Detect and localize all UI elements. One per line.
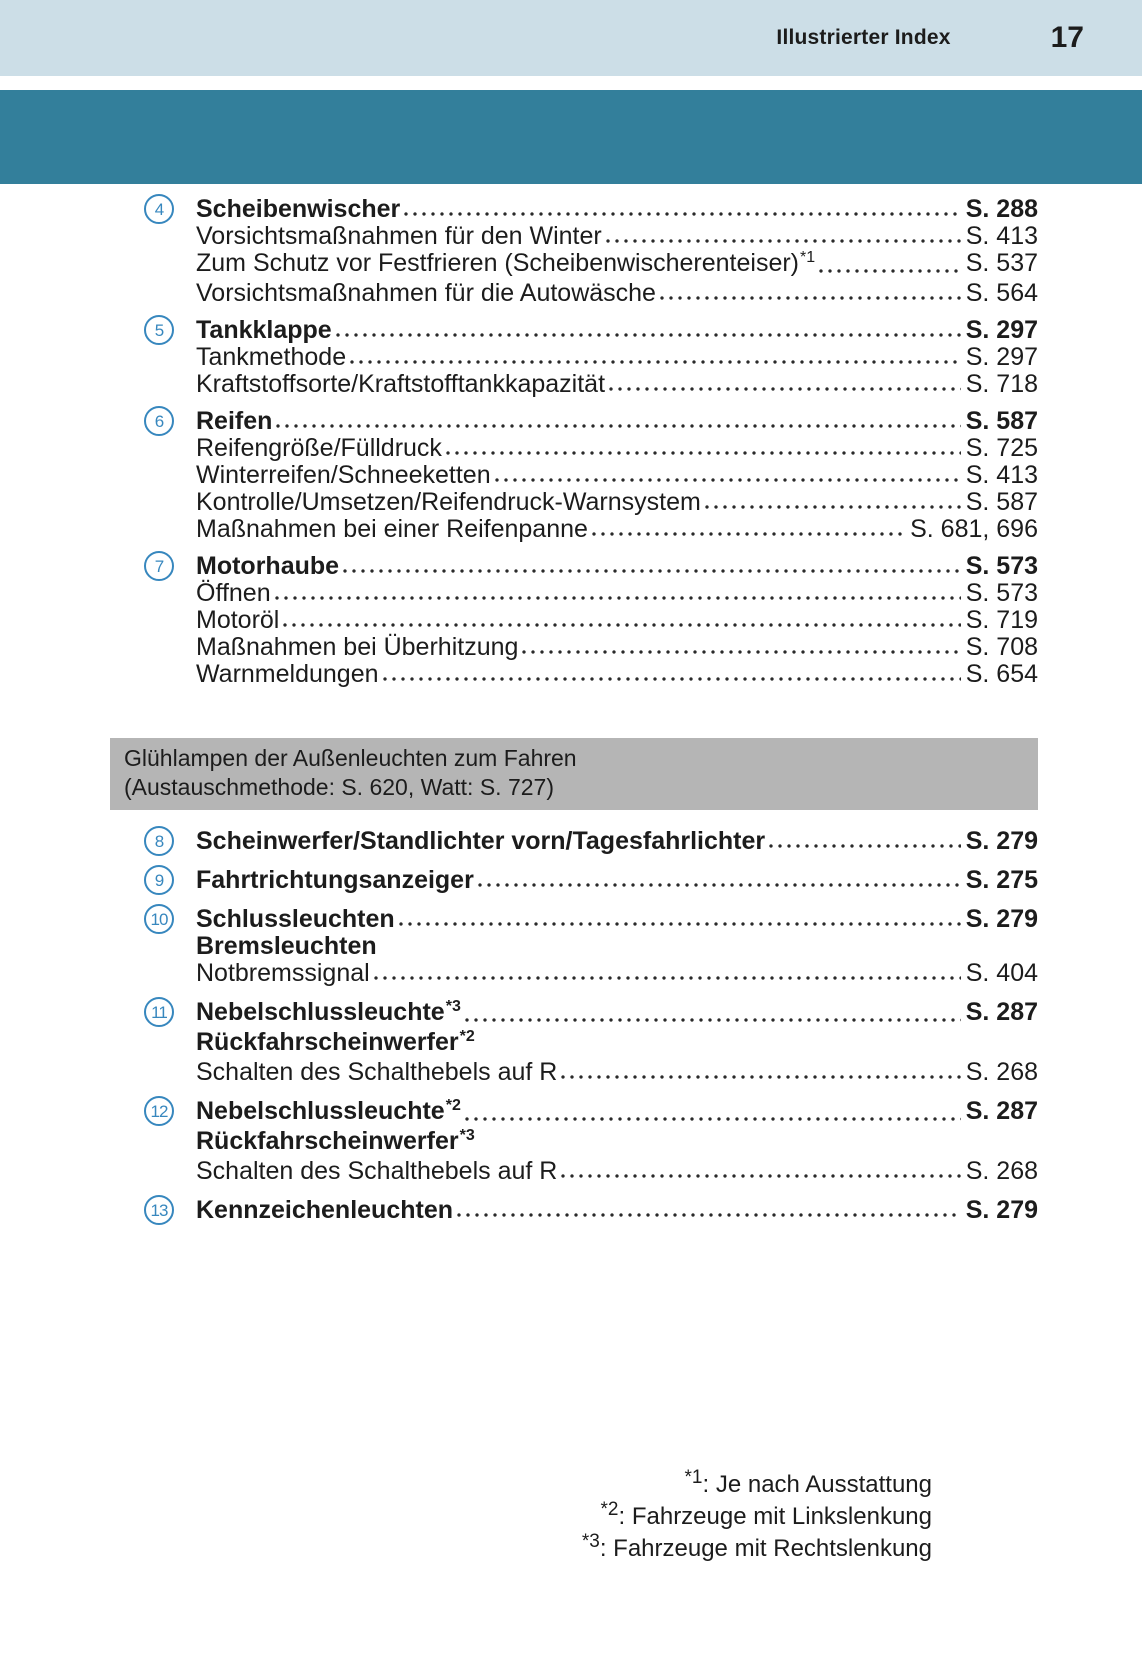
- index-section: [150, 905, 1038, 987]
- entry-label: Scheibenwischer: [196, 195, 401, 223]
- footnote-marker: *3: [581, 1531, 600, 1552]
- dot-leader: [350, 360, 961, 364]
- index-entry-row: [150, 1196, 1038, 1224]
- entry-number-badge: 7: [144, 551, 174, 581]
- index-entry-row: [150, 905, 1038, 933]
- dot-leader: [374, 976, 961, 980]
- entry-label: Winterreifen/Schneeketten: [196, 461, 491, 489]
- dot-leader: [275, 596, 961, 600]
- header-divider: [0, 76, 1142, 90]
- bulb-note-box: [110, 738, 1038, 810]
- footnotes: [196, 1467, 932, 1566]
- entry-number-badge: 4: [144, 194, 174, 224]
- entry-label: Motoröl: [196, 606, 280, 634]
- entry-label: Vorsichtsmaßnahmen für den Winter: [196, 222, 602, 250]
- header-section-title: Illustrierter Index: [776, 26, 951, 49]
- entry-label: Nebelschlussleuchte: [196, 998, 445, 1026]
- index-subentry-row: [196, 661, 1038, 688]
- index-subentry-row: [196, 371, 1038, 398]
- dot-leader: [660, 296, 961, 300]
- page-reference: S. 287: [965, 998, 1038, 1026]
- footnote-line: [196, 1499, 932, 1534]
- dot-leader: [404, 212, 960, 216]
- entry-label: Rückfahrscheinwerfer: [196, 1127, 459, 1155]
- entry-number-badge: 5: [144, 315, 174, 345]
- page-reference: S. 537: [965, 249, 1038, 277]
- page-reference: S. 279: [965, 827, 1038, 855]
- footnote-line: [196, 1467, 932, 1502]
- dot-leader: [343, 569, 961, 573]
- entry-label: Öffnen: [196, 579, 271, 607]
- footnote-text: : Fahrzeuge mit Linkslenkung: [618, 1503, 932, 1530]
- entry-number-badge: 10: [144, 904, 174, 934]
- entry-label: Bremsleuchten: [196, 932, 377, 960]
- footnote-line: [196, 1531, 932, 1566]
- page-reference: S. 708: [965, 633, 1038, 661]
- index-subentry-row: [196, 344, 1038, 371]
- page-reference: S. 279: [965, 1196, 1038, 1224]
- entry-label: Rückfahrscheinwerfer: [196, 1028, 459, 1056]
- footnote-marker: *3: [445, 998, 461, 1015]
- index-subentry-row: [196, 516, 1038, 543]
- entry-label: Warnmeldungen: [196, 660, 379, 688]
- index-entry-row: [154, 195, 1038, 223]
- index-subentry-row: [196, 223, 1038, 250]
- index-entry-row: [154, 407, 1038, 435]
- index-section: [151, 998, 1038, 1086]
- index-entry-row: [154, 866, 1038, 894]
- page-reference: S. 297: [965, 343, 1038, 371]
- index-subentry-row: [196, 280, 1038, 307]
- footnote-marker: *2: [459, 1028, 475, 1045]
- page-header: [0, 0, 1142, 76]
- footnote-marker: *1: [800, 249, 816, 266]
- note-line-1: Glühlampen der Außenleuchten zum Fahren: [124, 745, 577, 771]
- index-entry-row: [150, 1097, 1038, 1128]
- page-reference: S. 297: [965, 316, 1038, 344]
- dot-leader: [495, 478, 961, 482]
- page-reference: S. 564: [965, 279, 1038, 307]
- dot-leader: [465, 1018, 961, 1022]
- entry-label: Maßnahmen bei einer Reifenpanne: [196, 515, 588, 543]
- entry-label: Tankklappe: [196, 316, 332, 344]
- page-reference: S. 573: [965, 579, 1038, 607]
- dot-leader: [478, 883, 961, 887]
- entry-number-badge: 9: [144, 865, 174, 895]
- index-entry-row: [151, 998, 1038, 1029]
- index-subentry-row: [196, 489, 1038, 516]
- illustrated-index-list: [124, 195, 1038, 1566]
- footnote-marker: *2: [445, 1097, 461, 1114]
- index-entry-row: [154, 827, 1038, 855]
- entry-label: Vorsichtsmaßnahmen für die Autowäsche: [196, 279, 656, 307]
- dot-leader: [592, 532, 905, 536]
- footnote-marker: *1: [684, 1467, 703, 1488]
- page-number: 17: [1050, 21, 1084, 54]
- entry-label: Reifengröße/Fülldruck: [196, 434, 442, 462]
- page-reference: S. 681, 696: [910, 515, 1038, 543]
- index-section: [154, 407, 1038, 543]
- entry-label: Reifen: [196, 407, 273, 435]
- note-line-2: (Austauschmethode: S. 620, Watt: S. 727): [124, 774, 554, 800]
- page-reference: S. 725: [965, 434, 1038, 462]
- footnote-text: : Je nach Ausstattung: [702, 1471, 932, 1498]
- index-subentry-row: [196, 1059, 1038, 1086]
- index-entry-row: [196, 933, 1038, 960]
- footnote-marker: *2: [600, 1499, 619, 1520]
- entry-number-badge: 8: [144, 826, 174, 856]
- dot-leader: [819, 269, 961, 273]
- index-section: [150, 1196, 1038, 1224]
- dot-leader: [457, 1213, 961, 1217]
- index-entry-row: [196, 1128, 1038, 1158]
- entry-label: Nebelschlussleuchte: [196, 1097, 445, 1125]
- dot-leader: [383, 677, 961, 681]
- page-reference: S. 413: [965, 461, 1038, 489]
- entry-number-badge: 13: [144, 1195, 174, 1225]
- dot-leader: [283, 623, 960, 627]
- index-section: [154, 827, 1038, 855]
- index-subentry-row: [196, 462, 1038, 489]
- chapter-color-band: [0, 90, 1142, 184]
- dot-leader: [705, 505, 961, 509]
- index-subentry-row: [196, 1158, 1038, 1185]
- entry-label: Motorhaube: [196, 552, 340, 580]
- footnote-text: : Fahrzeuge mit Rechtslenkung: [599, 1535, 932, 1562]
- index-subentry-row: [196, 250, 1038, 280]
- entry-label: Zum Schutz vor Festfrieren (Scheibenwischerenteiser): [196, 249, 800, 277]
- page-reference: S. 719: [965, 606, 1038, 634]
- page-reference: S. 279: [965, 905, 1038, 933]
- index-section: [150, 1097, 1038, 1185]
- index-subentry-row: [196, 580, 1038, 607]
- dot-leader: [561, 1075, 960, 1079]
- dot-leader: [276, 424, 960, 428]
- entry-label: Fahrtrichtungsanzeiger: [196, 866, 474, 894]
- page-reference: S. 288: [965, 195, 1038, 223]
- index-entry-row: [196, 1029, 1038, 1059]
- page-reference: S. 287: [965, 1097, 1038, 1125]
- dot-leader: [609, 387, 961, 391]
- index-entry-row: [154, 316, 1038, 344]
- dot-leader: [522, 650, 960, 654]
- entry-label: Tankmethode: [196, 343, 347, 371]
- page-reference: S. 718: [965, 370, 1038, 398]
- page-reference: S. 275: [965, 866, 1038, 894]
- page-reference: S. 413: [965, 222, 1038, 250]
- page-reference: S. 268: [965, 1157, 1038, 1185]
- entry-label: Kontrolle/Umsetzen/Reifendruck-Warnsystem: [196, 488, 701, 516]
- entry-label: Kennzeichenleuchten: [196, 1196, 453, 1224]
- index-sections-top: [154, 195, 1038, 688]
- index-section: [154, 866, 1038, 894]
- dot-leader: [446, 451, 961, 455]
- index-sections-bottom: [150, 827, 1038, 1224]
- entry-label: Schalten des Schalthebels auf R: [196, 1058, 558, 1086]
- entry-number-badge: 6: [144, 406, 174, 436]
- dot-leader: [606, 239, 961, 243]
- page-reference: S. 654: [965, 660, 1038, 688]
- index-subentry-row: [196, 607, 1038, 634]
- index-entry-row: [154, 552, 1038, 580]
- index-section: [154, 316, 1038, 398]
- dot-leader: [465, 1117, 961, 1121]
- index-section: [154, 552, 1038, 688]
- page-reference: S. 404: [965, 959, 1038, 987]
- dot-leader: [769, 844, 961, 848]
- entry-label: Kraftstoffsorte/Kraftstofftankkapazität: [196, 370, 606, 398]
- index-subentry-row: [196, 634, 1038, 661]
- page-reference: S. 268: [965, 1058, 1038, 1086]
- entry-number-badge: 12: [144, 1096, 174, 1126]
- page-reference: S. 587: [965, 488, 1038, 516]
- entry-label: Schalten des Schalthebels auf R: [196, 1157, 558, 1185]
- dot-leader: [336, 333, 961, 337]
- dot-leader: [399, 922, 961, 926]
- footnote-marker: *3: [459, 1127, 475, 1144]
- index-section: [154, 195, 1038, 307]
- index-subentry-row: [196, 435, 1038, 462]
- entry-label: Schlussleuchten: [196, 905, 395, 933]
- entry-label: Notbremssignal: [196, 959, 370, 987]
- entry-label: Maßnahmen bei Überhitzung: [196, 633, 519, 661]
- entry-label: Scheinwerfer/Standlichter vorn/Tagesfahrlichter: [196, 827, 766, 855]
- page-reference: S. 587: [965, 407, 1038, 435]
- entry-number-badge: 11: [144, 997, 174, 1027]
- dot-leader: [561, 1174, 960, 1178]
- index-subentry-row: [196, 960, 1038, 987]
- page-reference: S. 573: [965, 552, 1038, 580]
